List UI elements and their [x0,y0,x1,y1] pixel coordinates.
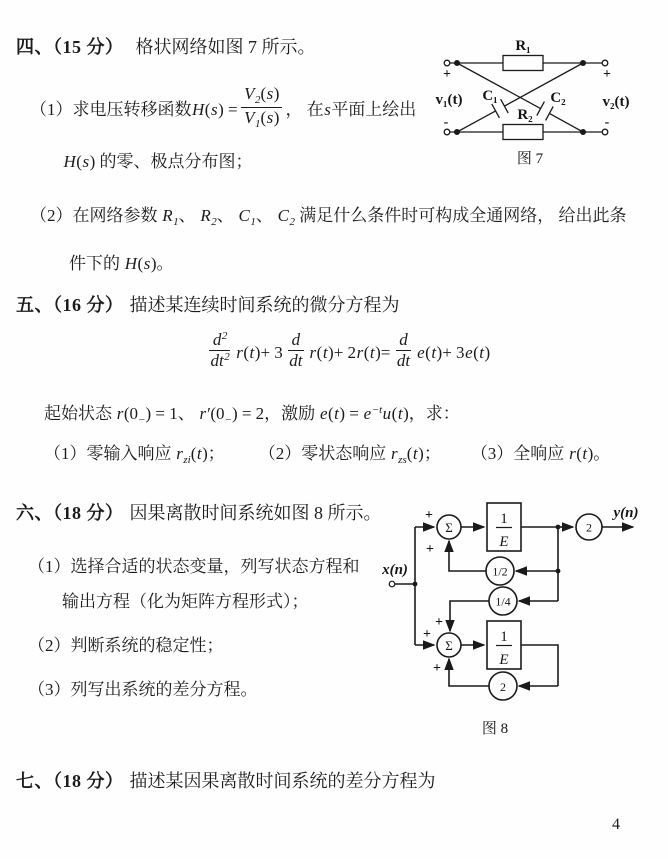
fig8-delay1-den: E [499,534,509,550]
fig8-gain2-label: 2 [586,520,592,535]
fig7-plus-right: + [603,67,611,82]
q4-title: 格状网络如图 7 所示。 [135,37,316,57]
q4-item2: （2）在网络参数 $R_1$、 $R_2$、 $C_1$、 $C_2$ 满足什么条件时可构成全通网络， 给出此条 [30,206,627,228]
q4-heading [16,34,316,60]
q5-conditions: 起始状态 $r(0_-) = 1$、 $r'(0_-) = 2$，激励 $e(t) = e^{-t}u(t)$，求： [44,404,460,426]
q6-title: 因果离散时间系统如图 8 所示。 [129,503,382,523]
fig8-x-label: x(n) [382,562,408,578]
q7-heading [16,768,436,794]
fig7-r2-box [503,125,543,140]
fig8-plus-s1-bottom: + [426,542,434,557]
q4-item1-cont: H(s) 的零、极点分布图； [63,152,253,171]
q4-item2-cont: 件下的 H(s)。 [69,254,174,273]
fig8-plus-s1-left: + [425,508,433,523]
fig8-delay2-den: E [499,652,509,668]
q5-heading [16,292,400,318]
q6-heading [16,500,382,526]
q4-item1: （1）求电压转移函数 H ( s ) = $\frac{V_2(s)}{V_1(s)}$ ， 在 s 平面上绘出 [30,83,417,130]
fig8-summer2-sigma: Σ [445,638,453,653]
fig8-plus-s2-left: + [423,627,431,642]
q6-item2: （2）判断系统的稳定性； [28,636,224,655]
fig7-wires [444,56,608,140]
q4-number: 四、（15 分） [16,37,124,57]
fig8-summer1-sigma: Σ [445,520,453,535]
fig7-minus-left: - [443,115,449,130]
fig7-r2-label: R₂ [517,107,533,123]
fig8-two-fb-label: 2 [500,680,506,694]
q5-number: 五、（16 分） [16,295,124,315]
q5-subitems: （1）零输入响应 $r_{zi}(t)$； （2）零状态响应 $r_{zs}(t)$； （3）全响应 r(t)。 [44,444,611,466]
q6-item3: （3）列写出系统的差分方程。 [28,680,258,699]
fig7-c1-label: C₁ [482,88,498,104]
fig8-delay2-num: 1 [500,629,508,645]
q7-title: 描述某因果离散时间系统的差分方程为 [129,771,436,791]
fig7-r1-label: R₁ [515,38,531,54]
fig7-minus-right: - [604,115,610,130]
q7-number: 七、（18 分） [16,771,124,791]
fig7-v2-label: v₂(t) [602,94,630,110]
q6-item1-line1: （1）选择合适的状态变量，列写状态方程和 [28,557,360,576]
q6-item1-line2: 输出方程（化为矩阵方程形式）； [62,592,309,611]
fig8-y-label: y(n) [613,505,639,521]
fig8-caption: 图 8 [481,721,509,737]
fig7-caption: 图 7 [516,151,544,167]
fig8-plus-s2-bottom: + [433,661,441,676]
fig7-v1-label: v₁(t) [435,92,463,108]
q5-equation: $\frac{d^2}{dt^2}$ r ( t ) + 3 $\frac{d}{dt}$ r ( t ) + 2 r ( t ) = $\frac{d}{dt}$ e ( t ) + 3 e ( t ) [210,329,491,370]
q6-number: 六、（18 分） [16,503,124,523]
fig7-r1-box [503,56,543,71]
fig8-wires [389,503,633,700]
page-number: 4 [612,816,620,833]
fig8-quarter-label: 1/4 [495,594,511,609]
fig7-plus-left: + [443,67,451,82]
fig7-c2-label: C₂ [550,90,566,106]
fig8-delay1-num: 1 [500,511,508,527]
fig8-plus-s2-top: + [435,615,443,630]
q5-title: 描述某连续时间系统的微分方程为 [129,295,400,315]
figure7-circuit [425,22,668,170]
figure8-block-diagram [378,495,668,745]
fig8-half-label: 1/2 [492,564,508,579]
